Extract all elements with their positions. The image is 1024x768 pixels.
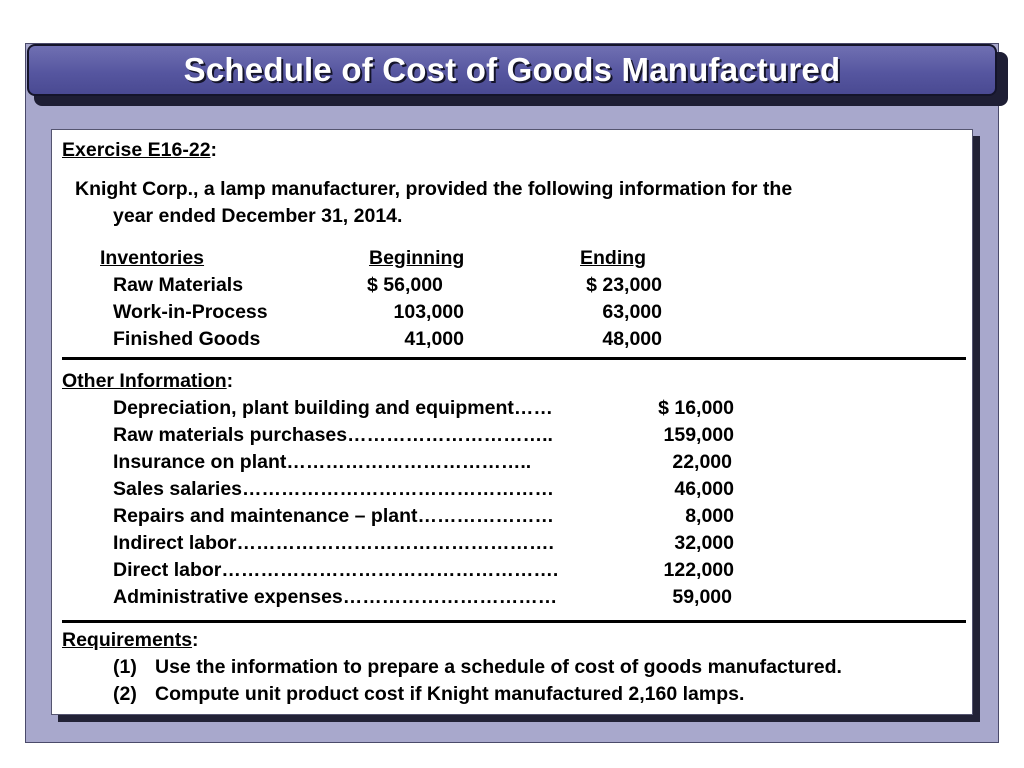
other-info-value: 8,000 [685, 505, 734, 527]
ending-header: Ending [580, 247, 647, 269]
other-info-label: Depreciation, plant building and equipment…… [113, 397, 553, 419]
inventory-row-name: Work-in-Process [113, 301, 268, 323]
inventories-header: Inventories [100, 247, 205, 269]
intro-line-2: year ended December 31, 2014. [113, 205, 403, 227]
other-info-value: 32,000 [674, 532, 734, 554]
inventory-row-ending: $ 23,000 [586, 274, 662, 296]
section-divider [62, 357, 966, 360]
other-info-label: Direct labor……………………………………………. [113, 559, 559, 581]
requirement-text: Use the information to prepare a schedule of cost of goods manufactured. [155, 656, 842, 678]
inventory-row-name: Finished Goods [113, 328, 261, 350]
requirement-number: (2) [113, 683, 137, 705]
inventory-row-name: Raw Materials [113, 274, 244, 296]
title-bar [27, 44, 997, 96]
other-info-value: 59,000 [672, 586, 732, 608]
other-info-value: 46,000 [674, 478, 734, 500]
intro-line-1: Knight Corp., a lamp manufacturer, provided the following information for the [75, 178, 793, 200]
slide-title: Schedule of Cost of Goods Manufactured [183, 51, 841, 88]
inventory-row-beginning: 103,000 [393, 301, 464, 323]
requirement-text: Compute unit product cost if Knight manufactured 2,160 lamps. [155, 683, 745, 705]
other-info-value: 122,000 [663, 559, 734, 581]
other-info-label: Insurance on plant……………………………….. [113, 451, 532, 473]
other-info-label: Repairs and maintenance – plant………………… [113, 505, 555, 527]
inventory-row-beginning: $ 56,000 [367, 274, 443, 296]
other-info-label: Raw materials purchases………………………….. [113, 424, 553, 446]
requirements-heading: Requirements: [62, 629, 199, 651]
section-divider [62, 620, 966, 623]
other-info-label: Indirect labor…………………………………………. [113, 532, 554, 554]
other-info-label: Sales salaries………………………………………… [113, 478, 555, 500]
exercise-label: Exercise E16-22 [62, 139, 211, 161]
inventory-row-ending: 48,000 [602, 328, 662, 350]
requirement-number: (1) [113, 656, 137, 678]
other-info-value: 22,000 [672, 451, 732, 473]
beginning-header: Beginning [369, 247, 465, 269]
inventory-row-beginning: 41,000 [404, 328, 464, 350]
exercise-heading: Exercise E16-22: [62, 139, 218, 161]
inventory-row-ending: 63,000 [602, 301, 662, 323]
other-info-value: $ 16,000 [658, 397, 734, 419]
other-info-value: 159,000 [663, 424, 734, 446]
other-information-heading: Other Information: [62, 370, 234, 392]
content-panel [51, 129, 973, 715]
other-info-label: Administrative expenses…………………………… [113, 586, 558, 608]
